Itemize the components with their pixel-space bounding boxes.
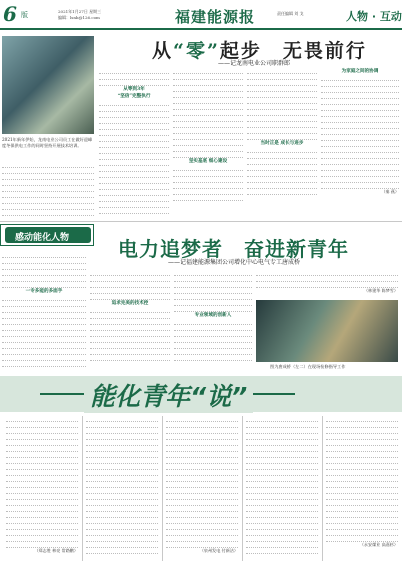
article1-subhead: 从零到3年: [123, 87, 145, 92]
masthead: 福建能源报: [175, 8, 256, 26]
article3-signature: （泉州发电 付新洁）: [199, 548, 238, 553]
article1-col4: [247, 68, 317, 218]
article2-subhead: 一专多能的多面手: [25, 289, 63, 294]
article2-caption: 图为唐成桥（左二）在现场检修指导工作: [270, 364, 346, 369]
title-part: 起步 无畏前行: [219, 40, 367, 62]
column-rule: [162, 416, 163, 561]
article3-signature: （永安煤业 高嘉杉）: [359, 542, 398, 547]
article2-col4: [256, 270, 398, 300]
article1-col5: [321, 68, 399, 218]
title-part: 从: [152, 40, 174, 62]
article2-subtitle: ——记福建能源集团公司增化中心电气专工唐成桥: [168, 259, 301, 266]
article2-subhead: 专业领域的创新人: [194, 313, 232, 318]
issue-meta: [58, 9, 101, 21]
article1-photo: [2, 36, 94, 134]
article1-col1-text: [2, 162, 94, 220]
article1-signature: （秦 燕）: [381, 189, 399, 194]
article2-signature: （林建华 陈梦雪）: [363, 288, 398, 293]
article1-col2: [99, 68, 169, 218]
article2-col2: [90, 270, 170, 370]
issue-email: 编辑：lsnb@126.com: [58, 15, 100, 20]
column-rule: [322, 416, 323, 561]
page-word: 版: [21, 11, 28, 19]
article3-title: 能化青年“说”: [84, 377, 253, 413]
article3-col1: [6, 416, 78, 561]
section-title: 人物 · 互动: [346, 10, 402, 23]
article3-col5: [326, 416, 398, 561]
article1-subhead: 坚实基底 细心建设: [188, 159, 228, 164]
article2-col3: [174, 270, 252, 370]
article1-subhead: 为家庭之间的协调: [341, 69, 379, 74]
editor-credit: 责任编辑 刘 戈: [277, 11, 304, 16]
article1-col3: [173, 68, 243, 218]
article1-subhead: “坚信”完整执行: [117, 94, 151, 99]
feature-badge: [0, 224, 94, 246]
article3-signature: （郑志胜 林亮 常路鹏）: [34, 548, 78, 553]
divider: [0, 221, 402, 222]
column-rule: [82, 416, 83, 561]
page-header: [0, 0, 402, 30]
article2-col1: [2, 252, 86, 370]
article2-photo: [256, 300, 398, 362]
article3-col3: [166, 416, 238, 561]
issue-date: 2021年1月27日 星期三: [58, 9, 102, 14]
column-rule: [242, 416, 243, 561]
page-number: 6: [3, 2, 17, 26]
badge-label: 感动能化人物: [15, 233, 70, 243]
article1-subtitle: ——记龙南电业公司职群郎: [218, 60, 291, 67]
article2-title: 电力追梦者 奋进新青年: [118, 237, 349, 261]
article2-subhead: 追求完美的技术控: [111, 301, 149, 306]
article1-subhead: 当时正是 成长与进步: [260, 141, 304, 146]
title-quote: “零”: [173, 40, 220, 62]
article3-col4: [246, 416, 318, 561]
article1-caption: 2021年新年伊始，龙南电业公司员工在做好迎峰度冬保供电工作的同时坚持开展技术培训。: [2, 137, 93, 148]
article3-col2: [86, 416, 158, 561]
